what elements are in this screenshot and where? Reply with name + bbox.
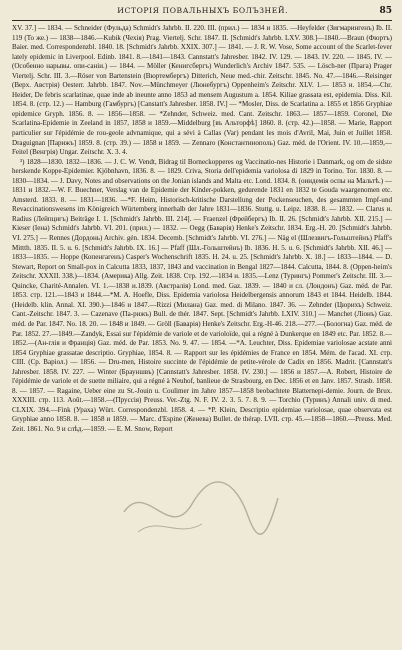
running-title: ИСТОРІЯ ПОВАЛЬНЫХЪ БОЛЪЗНЕЙ. [117,6,289,15]
footnote-paragraph: XV. 37.] — 1834. — Schneider (Фульда) Schmidt's Jahrbb. II. 220. III. (прил.) — 1834 и 1835. —Heyfelder (Зигмарингенъ) Ib. II. 119 (То же.) — 1838—1846.—Kubik (Чехія) Prag. Viertelj. Schr. 1847. II. [Schmidt's Jahrbb. LXV. 308.]—1840.—Braun (Фюртъ) Baier. med. Correspondenzbl. 1840. 18. [Schmidt's Jahrbb. XXIX. 307.] — 1841. — J. R. W. Vose, Some account of the Scarlet-fever lately epidemic in Liverpool. Edinb. 1841. 8.—1841—1843. Cannstatt's Jahresber. 1842. IV. 129. — 1843. IV. 220. — 1845. IV. — (Особенно нарывы. опи-саніи.) — 1844. — Möller (Кенигсбергъ) Wunderlich's Archiv 1847. 535. — Lösch-ner (Прага) Prager Viertelj. Schr. III. 3.—Röser von Bartenstein (Вюртембергъ) Ditterich, Neue med.-chir. Zeitschr. 1845. No. 47.—1846.—Reisinger (Верх. Австрія) Oesterr. Jahrbb. 1847. Nov.—Münchmeyer (Люнебургъ) Oppenheim's Zeitschr. XLV. 1.— 1853 и. 1854.—Chr. Heider, De febris scarlatinae, quae inde ab ineunte anno 1853 ad mensem Augustum a. 1854. Kiliae grassata est, epidemia. Diss. Kil. 1854. 8. (стр. 12.) — Hamburg (Гамбургъ) [Canstatt's Jahresber. 1858. IV.] — *Mosler, Diss. de Scarlatina a. 1855 et 1856 Gryphiae epidemice Gryph. 1856. 8. — 1856—1858. — *Zehnder, Schweiz. med. Cant. Zeitschr. 1863.— 1857—1859. Coronel, Die Scarlatina-Epidemie in Zeeland in 1857, 1858 и 1859.—Middelburg [въ Альторфѣ] 1860. 8. (стр. 42.)—1858. — Marie, Rapport particulier sur l'épidémie de rou-geole advnamique, qui a sévi à Callas (Var) pendant les mois d'Avril, Mai, Juin et Juillet 1858. Draguignan [Парижъ] 1859. 8. (стр. 39.) — 1858 и 1859. — Zennaro (Константинополь) Gaz. méd. de l'Orient. IV. 10.—1859,—Feitel (Венгрія) Ungar. Zeitschr. X. 3. 4. [12,24,392,157]
page-body [12,24,392,435]
footnote-paragraph: ³) 1828—1830. 1832—1836. — J. C. W. Vendt, Bidrag til Borneckopperes og Vaccinatio-nes Historie i Danmark, og om de sidste herskende Koppe-Epidemier. Kjöbnhavn, 1836. 8. — 1829. Criva, Storia dell'epidemia variolosa di 1829 in Torino. Tor. 1830. 8. — 1830—1834. — J. Davy, Notes and observations on the Jonian islands and Malta etc. Lond. 1834. 8. (оиидемія оспы на Мальтѣ.) — 1831 и 1832.—W. F. Buechner, Verslag van de Epidemie der Kinder-pokken, gedurende 1831 en 1832 te Gouda waargenomen etc. Amsterd. 1833. 8. — 1831—1836. —*F. Heim, Historisch-kritische Darstellung der Pockenseuchen, des gesammten Impf-und Revaccinationswesens im Königreich Würtemberg innerhalb der Jahre 1831—1836. Stuttg. u. Leipz. 1838. 8. — 1832. — Clarus и. Radius (Лейпцигъ) Beiträge I. 1. [Schmidt's Jahrbb. III. 214]. — Fraenzel (Фрейбергъ) Ib. II. 26. [Schmidt's Jahrbb. XII. 215.] — Kieser (Iена) Schmidt's Jahrbb. VI. 201. (прил.) — 1832. — Oegg (Баварія) Henke's Zeitschr. 1834. Erg.-H. 20. [Schmidt's Jahrbb. VI. 275.] — Rennes (Дордонь) Archiv. gén. 1834. Decemb. [Schmidt's Jahrbb. VI. 276.] — Näg el (Шлезвигъ-Гольштейнъ) Pfaff's Mittth. 1835. II. 5. u. 6. [Schmidt's Jahrbb. IX. 16.] — Pfaff (Шл.-Гольштейнъ) Ib. 1836. H. 5. u. 6. [Schmidt's Jahrbb. XII. 46.] — 1833—1835. — Hoppe (Копенгагенъ) Casper's Wochenschrift 1835. H. 24. u. 25. [Schmidt's Jahrbb. X. 18.] — 1833—1844. — D. Stewart, Report on Small-pox in Calcutta 1833, 1837, 1843 and vaccination in Bengal 1827—1844. Calcutta, 1844. 8. (Oppen-heim's Zeitschr. XXXII. 338.)—1834. (Америка) Allg. Zeit. 1838. Стр. 192.—1834 и. 1835.—Lenz (Турингъ) Pommer's Zeitschr. III. 3.—Quincke, Charité-Annalen. VI. 1.—1838 и.1839. (Австралія) Lond. med. Gaz. 1839. — 1840 и сл. (Лондонъ) Gaz. méd. de Par. 1853. стр. 121.—1843 и 1844.—*M. A. Hoefle, Diss. Epidemia variolosa Heidelbergensis annorum 1843 et 1844. Heidelb. 1844. (Heidelb. klin. Annal. XI. 390.)—1846 и 1847.—Rizzi (Милана) Gaz. med. di Milano. 1847. 36. — Zehnder (Цюрихъ) Schweiz. Cant.-Zeitschr. 1847. 3. — Cazenave (Па-рижъ) Bull. de thér. 1847. Sept. [Schmidt's Jahrbb. LXIV. 310.] — Manchet (Ліонъ) Gaz. méd. de Par. 1847. No. 18. 20. — 1848 и 1849. — Gröll (Баварія) Henke's Zeitschr. Erg.-H-46. 218.—277.—(Бологна) Gaz. méd. de Par. 1852. 27.—1849.—Zandyk, Essai sur l'épidémie de variole et de varioloïde, qui a régné à Dunkerque en 1849 etc. Par. 1852. 8.—1852.—(Ан-глія и Франція) Gaz. méd. de Par. 1853. No. 9. 47. — 1854. —*A. Leuchter, Diss. Epidemiae variolosae acstate anni 1854 Gryphiae grassatae descriptio. Gryphiae, 1854. 8. — Rapport sur les épidémies de France en 1854. Mém. de l'acad. XI. стр. CIII. (Ср. Варіол.) — 1856. — Dru-men, Histoire succinte de l'épidémie de petite-vérole de Cadix en 1856. Madrit. [Cannstatt's Jahresber. 1858. IV. 227. — Winter (Брауншвъ) [Cannstatt's Jahresber. 1858. IV. 230.] — 1856 и 1857.—A. Robert, Histoire de l'épidémie de variole et de suette miliaire, qui a régné à Neuhof, banlieue de Strasbourg, en Dec. 1856 et en Janv. 1857. Strasb. 1858. 8. — 1857. — Ragaine, Ueber eine zu St.-Jouin u. Coulimer im Jahre 1857—1858 beobachtete Blatternepi-demie. Journ. de Brux. XXXIII. стр. 113. Août.—1858.—(Пруссія) Preuss. Ver.-Ztg. N. F. IV. 2. 3. 5. 7. 8. 9. — Torchio (Туринъ) Annali univ. di med. CLXIX. 394.—Fink (Ураха) Würt. Correspondenzbl. 1858. 4. — *P. Klein, Descriptio epidemiae variolosae, quae observata est Gryphiae anno 1858. 8. — 1858 и 1859. — Marc. d'Espine (Женева) Bullet. de thérap. LVII. стр. 45.—1858—1860.—Preuss. Med. Zeit. 1861. No. 9 и слѣд.—1859. — E. M. Snow, Report [12,157,392,433]
page-number: 85 [379,6,392,16]
running-header [12,6,392,18]
header-rule [12,20,392,21]
library-stamp-mark [118,472,283,550]
